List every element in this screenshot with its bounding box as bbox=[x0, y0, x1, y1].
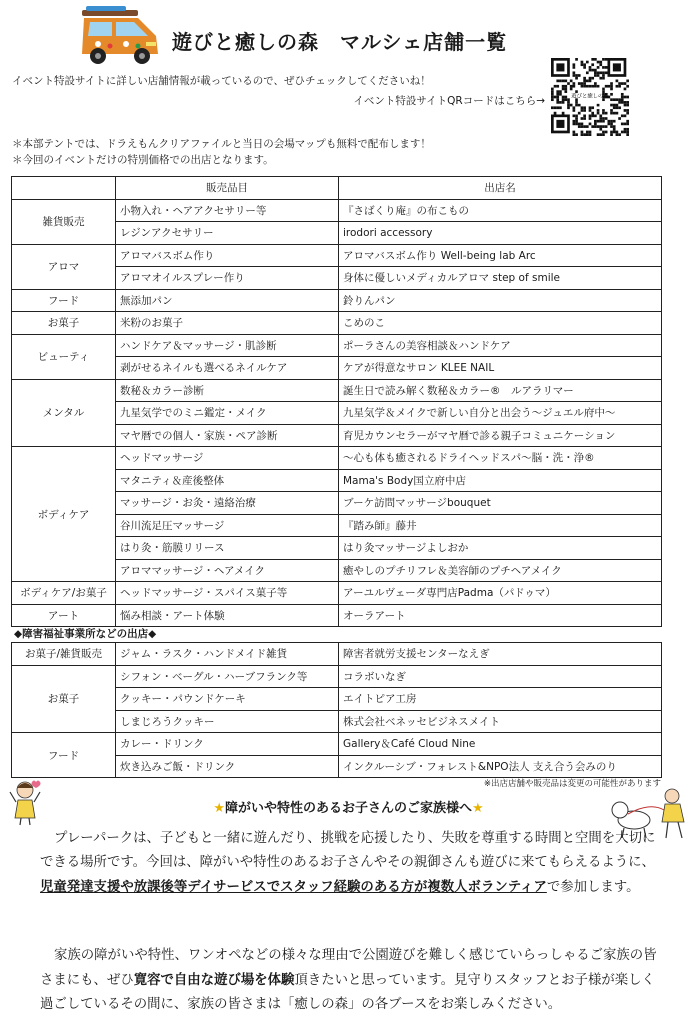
shop-cell: 株式会社ベネッセビジネスメイト bbox=[339, 710, 662, 733]
shop-cell: 育児カウンセラーがマヤ暦で診る親子コミュニケーション bbox=[339, 424, 662, 447]
note-2: ＊今回のイベントだけの特別価格での出店となります。 bbox=[12, 154, 274, 166]
star-icon: ★ bbox=[213, 801, 225, 816]
shop-cell: こめのこ bbox=[339, 312, 662, 335]
shop-cell: irodori accessory bbox=[339, 222, 662, 245]
item-cell: 小物入れ・ヘアアクセサリー等 bbox=[116, 199, 339, 222]
section-title bbox=[0, 797, 697, 816]
welfare-heading: ◆障害福祉事業所などの出店◆ bbox=[14, 628, 157, 640]
vendor-table bbox=[11, 176, 662, 627]
table-row bbox=[12, 665, 662, 688]
note-1: ＊本部テントでは、ドラえもんクリアファイルと当日の会場マップも無料で配布します！ bbox=[12, 138, 431, 150]
item-cell: マヤ暦での個人・家族・ペア診断 bbox=[116, 424, 339, 447]
category-cell: お菓子 bbox=[12, 665, 116, 733]
star-icon: ★ bbox=[472, 801, 484, 816]
category-cell: お菓子/雑貨販売 bbox=[12, 643, 116, 666]
table-row bbox=[12, 334, 662, 357]
shop-cell: オーラアート bbox=[339, 604, 662, 627]
shop-cell: インクルーシブ・フォレスト&NPO法人 支え合う会みのり bbox=[339, 755, 662, 778]
shop-cell: はり灸マッサージよしおか bbox=[339, 537, 662, 560]
shop-cell: 九星気学＆メイクで新しい自分と出会う～ジュエル府中～ bbox=[339, 402, 662, 425]
shop-cell: コラボいなぎ bbox=[339, 665, 662, 688]
item-cell: 悩み相談・アート体験 bbox=[116, 604, 339, 627]
table-row bbox=[12, 289, 662, 312]
item-cell: 九星気学でのミニ鑑定・メイク bbox=[116, 402, 339, 425]
item-cell: 無添加パン bbox=[116, 289, 339, 312]
shop-cell: Gallery＆Café Cloud Nine bbox=[339, 733, 662, 756]
table-row bbox=[12, 643, 662, 666]
paragraph-2-emphasis: 寛容で自由な遊び場を体験 bbox=[133, 972, 295, 988]
shop-cell: 障害者就労支援センターなえぎ bbox=[339, 643, 662, 666]
category-cell: フード bbox=[12, 289, 116, 312]
shop-cell: ケアが得意なサロン KLEE NAIL bbox=[339, 357, 662, 380]
paragraph-2-text: 家族の障がいや特性、ワンオペなどの様々な理由で公園遊びを難しく感じていらっしゃるご家族の皆さまにも、ぜひ bbox=[40, 948, 657, 988]
table-row bbox=[12, 447, 662, 470]
item-cell: アロママッサージ・ヘアメイク bbox=[116, 559, 339, 582]
item-cell: シフォン・ベーグル・ハーブフランク等 bbox=[116, 665, 339, 688]
paragraph-1-text: プレーパークは、子どもと一緒に遊んだり、挑戦を応援したり、失敗を尊重する時間と空間を大切にできる場所です。今回は、障がいや特性のあるお子さんやその親御さんも遊びに来てもらえるように、 bbox=[40, 831, 656, 870]
item-cell: 米粉のお菓子 bbox=[116, 312, 339, 335]
table-row bbox=[12, 733, 662, 756]
shop-cell: ポーラさんの美容相談＆ハンドケア bbox=[339, 334, 662, 357]
table-row bbox=[12, 199, 662, 222]
item-cell: カレー・ドリンク bbox=[116, 733, 339, 756]
item-cell: アロマオイルスプレー作り bbox=[116, 267, 339, 290]
footnote: ※出店店舗や販売品は変更の可能性があります bbox=[483, 779, 661, 789]
category-cell: ボディケア bbox=[12, 447, 116, 582]
qr-code-icon[interactable] bbox=[551, 58, 629, 136]
item-cell: アロマバスボム作り bbox=[116, 244, 339, 267]
category-cell: ボディケア/お菓子 bbox=[12, 582, 116, 605]
shop-cell: アロマバスボム作り Well-being lab Arc bbox=[339, 244, 662, 267]
intro-text: イベント特設サイトに詳しい店舗情報が載っているので、ぜひチェックしてくださいね！ bbox=[12, 75, 431, 87]
table-row bbox=[12, 582, 662, 605]
paragraph-2 bbox=[40, 944, 662, 1017]
table-row bbox=[12, 244, 662, 267]
category-cell: アロマ bbox=[12, 244, 116, 289]
item-cell: はり灸・筋膜リリース bbox=[116, 537, 339, 560]
qr-note: イベント特設サイトQRコードはこちら→ bbox=[353, 95, 545, 107]
category-cell: アート bbox=[12, 604, 116, 627]
item-cell: 谷川流足圧マッサージ bbox=[116, 514, 339, 537]
item-cell: ヘッドマッサージ bbox=[116, 447, 339, 470]
category-cell: お菓子 bbox=[12, 312, 116, 335]
page-header bbox=[0, 0, 697, 180]
welfare-vendor-table bbox=[11, 642, 662, 778]
header-category bbox=[12, 177, 116, 200]
section-title-text: 障がいや特性のあるお子さんのご家族様へ bbox=[224, 801, 472, 816]
item-cell: ハンドケア＆マッサージ・肌診断 bbox=[116, 334, 339, 357]
shop-cell: Mama's Body国立府中店 bbox=[339, 469, 662, 492]
item-cell: 数秘＆カラー診断 bbox=[116, 379, 339, 402]
category-cell: 雑貨販売 bbox=[12, 199, 116, 244]
shop-cell: アーユルヴェーダ専門店Padma（パドゥマ） bbox=[339, 582, 662, 605]
table-row bbox=[12, 379, 662, 402]
paragraph-1 bbox=[40, 827, 662, 900]
item-cell: マッサージ・お灸・遠絡治療 bbox=[116, 492, 339, 515]
item-cell: レジンアクセサリー bbox=[116, 222, 339, 245]
shop-cell: エイトピア工房 bbox=[339, 688, 662, 711]
shop-cell: 癒やしのプチリフレ＆美容師のプチヘアメイク bbox=[339, 559, 662, 582]
paragraph-1-end: で参加します。 bbox=[546, 880, 640, 895]
item-cell: マタニティ＆産後整体 bbox=[116, 469, 339, 492]
category-cell: メンタル bbox=[12, 379, 116, 447]
item-cell: ヘッドマッサージ・スパイス菓子等 bbox=[116, 582, 339, 605]
item-cell: しまじろうクッキー bbox=[116, 710, 339, 733]
header-items: 販売品目 bbox=[116, 177, 339, 200]
shop-cell: 身体に優しいメディカルアロマ step of smile bbox=[339, 267, 662, 290]
shop-cell: ブーケ訪問マッサージbouquet bbox=[339, 492, 662, 515]
paragraph-2-end: 頂きたいと思っています。見守りスタッフとお子様が楽しく過ごしているその間に、家族の皆さまは「癒しの森」の各ブースをお楽しみください。 bbox=[40, 973, 655, 1012]
table-row bbox=[12, 312, 662, 335]
shop-cell: 『さばくり庵』の布こもの bbox=[339, 199, 662, 222]
header-shop: 出店名 bbox=[339, 177, 662, 200]
qr-label: 遊びと癒しの森 bbox=[571, 93, 609, 100]
page-title: 遊びと癒しの森 マルシェ店舗一覧 bbox=[172, 30, 508, 54]
table-header-row bbox=[12, 177, 662, 200]
table-row bbox=[12, 604, 662, 627]
car-icon bbox=[76, 6, 164, 70]
shop-cell: 『踏み師』藤井 bbox=[339, 514, 662, 537]
shop-cell: ～心も体も癒されるドライヘッドスパ～脳・洗・浄® bbox=[339, 447, 662, 470]
category-cell: ビューティ bbox=[12, 334, 116, 379]
shop-cell: 鈴りんパン bbox=[339, 289, 662, 312]
item-cell: 剥がせるネイルも選べるネイルケア bbox=[116, 357, 339, 380]
shop-cell: 誕生日で読み解く数秘＆カラー® ルアラリマー bbox=[339, 379, 662, 402]
item-cell: クッキー・パウンドケーキ bbox=[116, 688, 339, 711]
item-cell: 炊き込みご飯・ドリンク bbox=[116, 755, 339, 778]
item-cell: ジャム・ラスク・ハンドメイド雑貨 bbox=[116, 643, 339, 666]
paragraph-1-emphasis: 児童発達支援や放課後等デイサービスでスタッフ経験のある方が複数人ボランティア bbox=[40, 879, 547, 895]
category-cell: フード bbox=[12, 733, 116, 778]
